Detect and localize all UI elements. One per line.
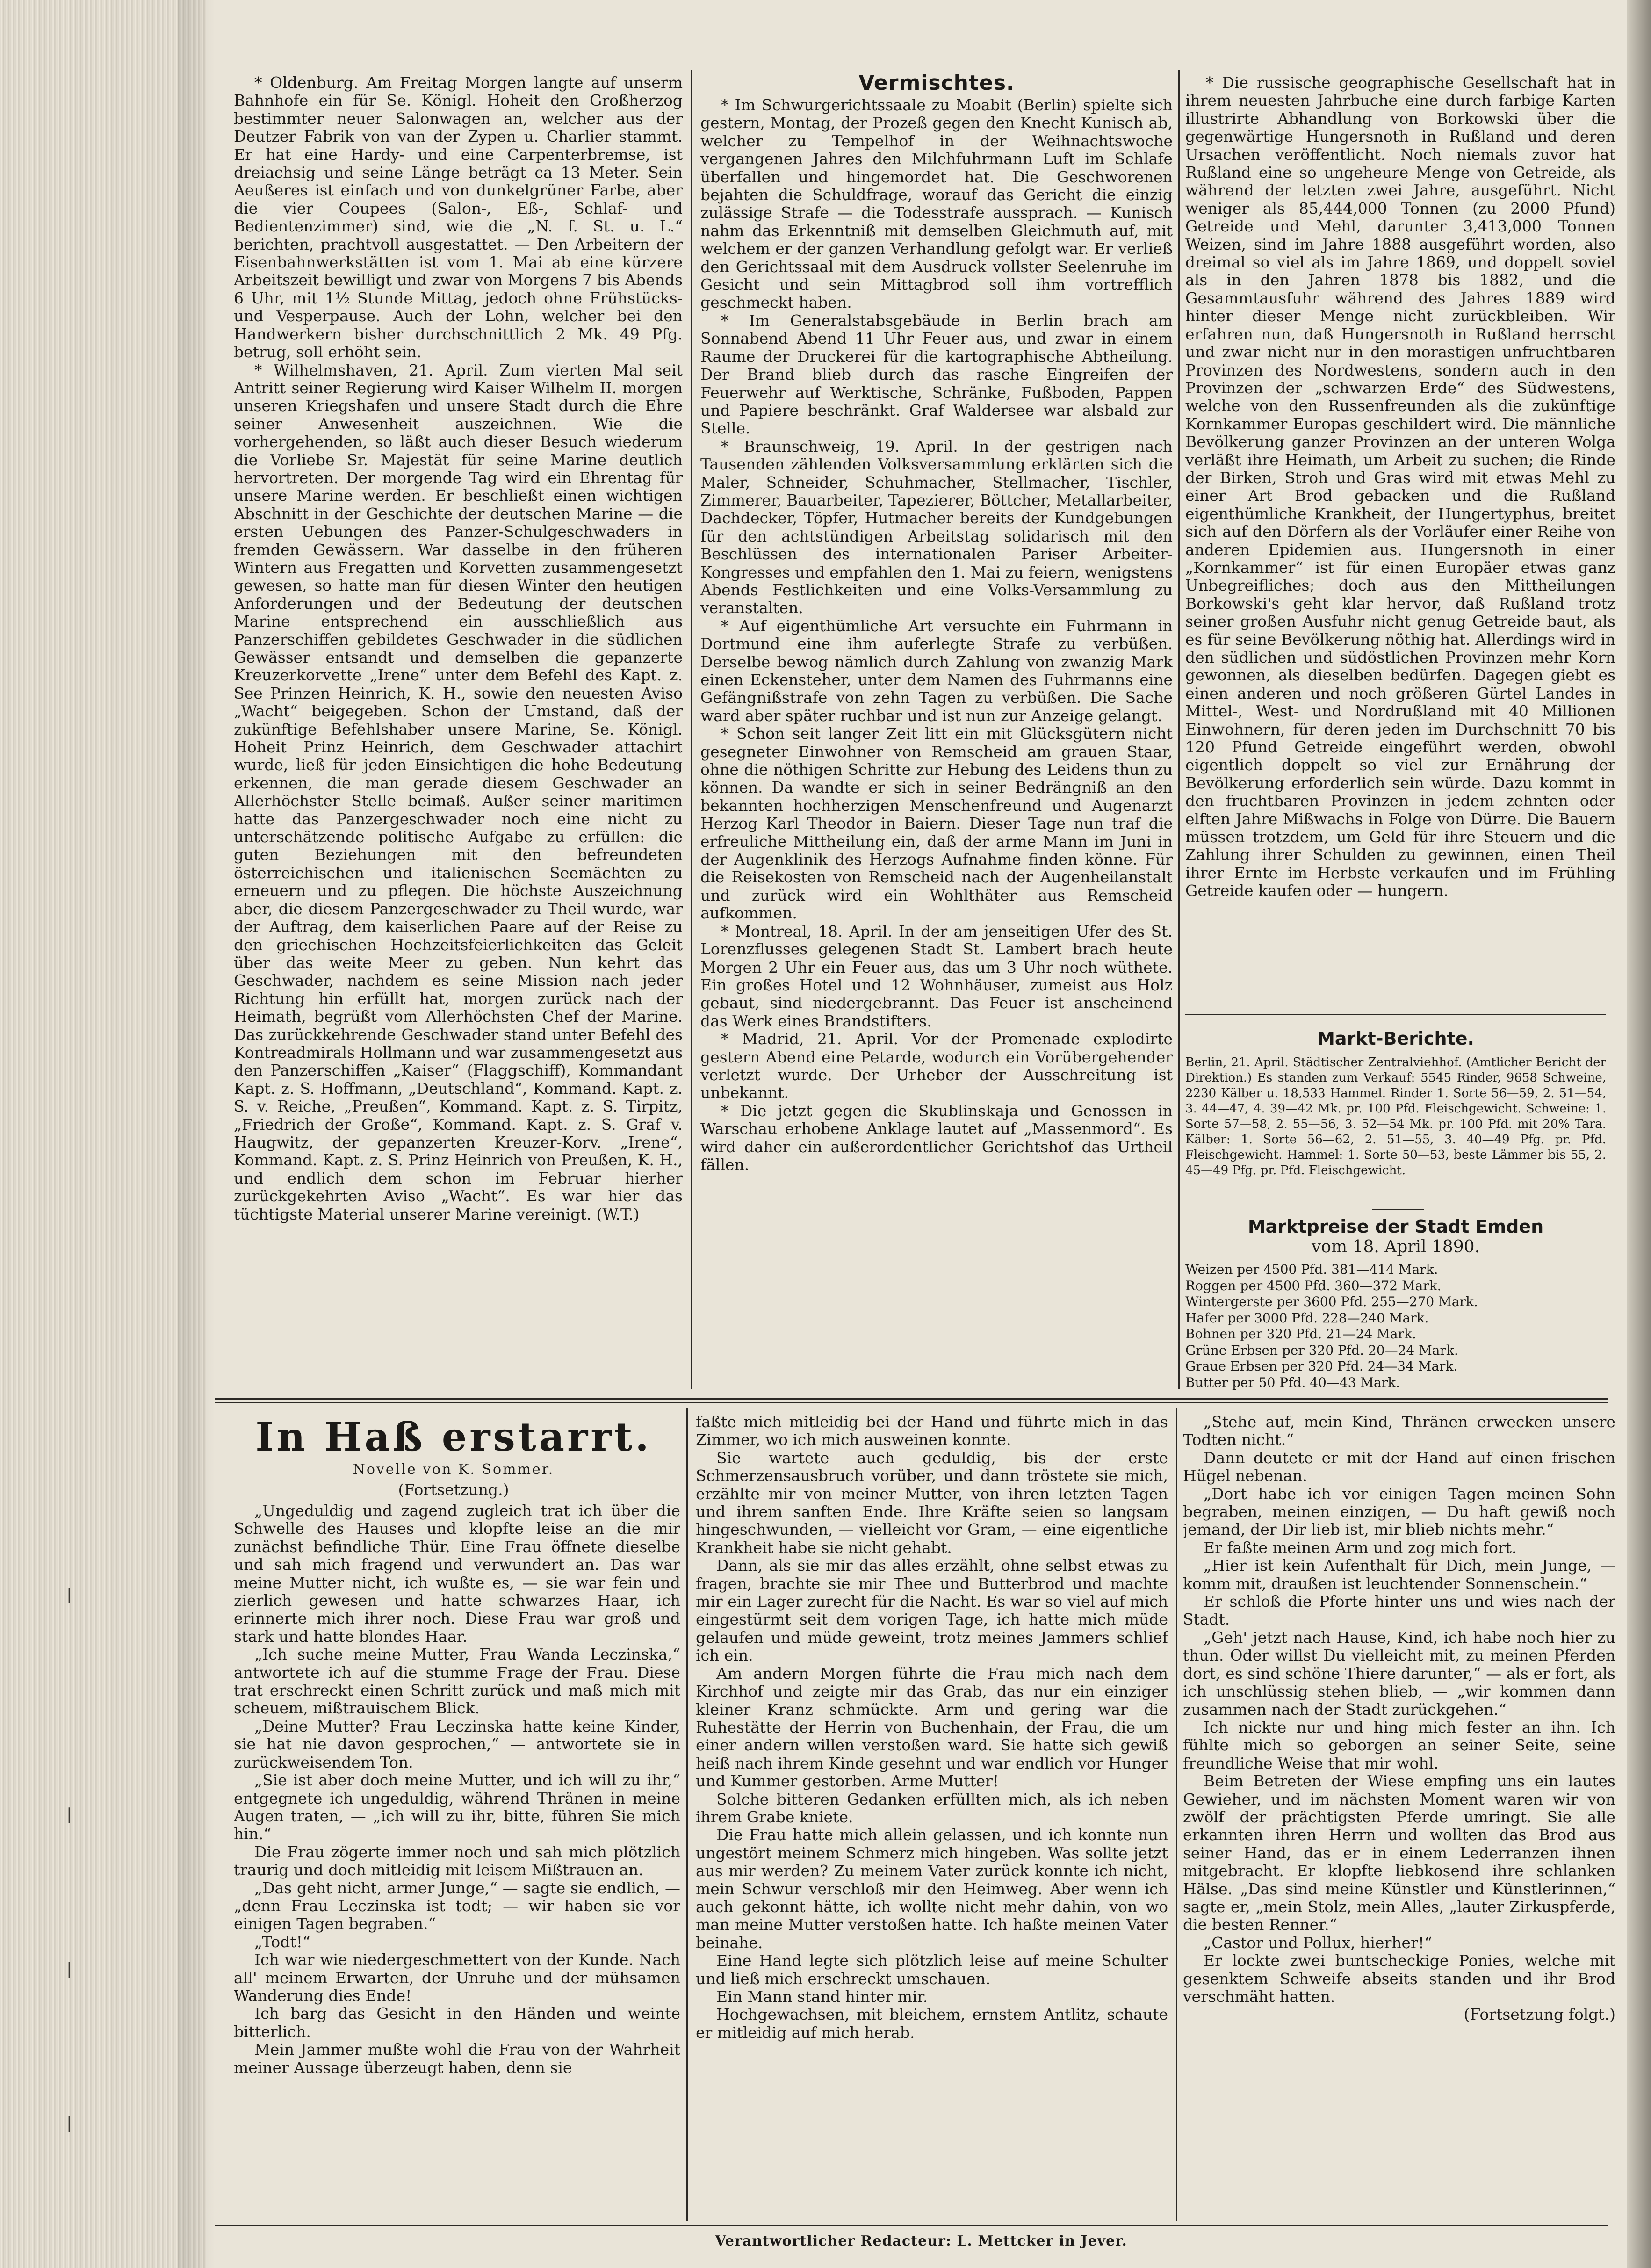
novel-paragraph: Hochgewachsen, mit bleichem, ernstem Antlitz, schaute er mitleidig auf mich herab. [696,2005,1168,2042]
price-item: Wintergerste per 3600 Pfd. 255—270 Mark. [1185,1294,1478,1309]
novel-paragraph: Solche bitteren Gedanken erfüllten mich, als ich neben ihrem Grabe kniete. [696,1790,1168,1826]
news-generalstab: * Im Generalstabsgebäude in Berlin brach am Sonnabend Abend 11 Uhr Feuer aus, und zwar in einem Raume der Druckerei für die kartographische Abtheilung. Der Brand blieb durch das rasche Eingreifen der Feuerwehr auf Werktische, Schränke, Fußboden, Pappen und Papiere beschränkt. Graf Waldersee war alsbald zur Stelle. [700,311,1173,438]
news-moabit: * Im Schwurgerichtssaale zu Moabit (Berlin) spielte sich gestern, Montag, der Prozeß gegen den Knecht Kunisch ab, welcher zu Tempelhof in der Weihnachtswoche vergangenen Jahres den Milchfuhrmann Luft im Schlafe überfallen und hingemordet hat. Die Geschworenen bejahten die Schuldfrage, worauf das Gericht die einzig zulässige Strafe — die Todesstrafe aussprach. — Kunisch nahm das Erkenntniß mit demselben Gleichmuth auf, mit welchem er der ganzen Verhandlung gefolgt war. Er verließ den Gerichtssaal mit dem Ausdruck vollster Seelenruhe im Gesicht und sein Mittagbrod soll ihm vortrefflich geschmeckt haben. [700,96,1173,312]
market-report-berlin: Berlin, 21. April. Städtischer Zentralviehhof. (Amtlicher Bericht der Direktion.) Es standen zum Verkauf: 5545 Rinder, 9658 Schweine, 2230 Kälber u. 18,533 Hammel. Rinder 1. Sorte 56—59, 2. 51—54, 3. 44—47, 4. 39—42 Mk. pr. 100 Pfd. Fleischgewicht. Schweine: 1. Sorte 57—58, 2. 55—56, 3. 52—54 Mk. pr. 100 Pfd. mit 20% Tara. Kälber: 1. Sorte 56—62, 2. 51—55, 3. 40—49 Pfg. pr. Pfd. Fleischgewicht. Hammel: 1. Sorte 50—53, beste Lämmer bis 55, 2. 45—49 Pfg. pr. Pfd. Fleischgewicht. [1185,1055,1606,1177]
price-item: Roggen per 4500 Pfd. 360—372 Mark. [1185,1278,1442,1293]
page-right-edge [1627,0,1651,2268]
news-dortmund: * Auf eigenthümliche Art versuchte ein Fuhrmann in Dortmund eine ihm auferlegte Strafe zu verbüßen. Derselbe bewog nämlich durch Zahlung von zwanzig Mark einen Eckensteher, unter dem Namen des Fuhrmanns eine Gefängnißstrafe von zehn Tagen zu verbüßen. Die Sache ward aber später ruchbar und ist nun zur Anzeige gelangt. [700,616,1173,725]
emden-prices-date: vom 18. April 1890. [1311,1237,1480,1257]
news-remscheid: * Schon seit langer Zeit litt ein mit Glücksgütern nicht gesegneter Einwohner von Remscheid am grauen Staar, ohne die nöthigen Schritte zur Hebung des Leidens thun zu können. Da wandte er sich in seiner Bedrängniß an den bekannten hochherzigen Menschenfreund und Augenarzt Herzog Karl Theodor in Baiern. Dieser Tage nun traf die erfreuliche Mittheilung ein, daß der arme Mann im Juni in der Augenklinik des Herzogs Aufnahme finden könne. Für die Reisekosten von Remscheid nach der Augenheilanstalt und zurück wird ein Wohlthäter aus Remscheid aufkommen. [700,724,1173,923]
price-item: Hafer per 3000 Pfd. 228—240 Mark. [1185,1310,1429,1326]
novel-paragraph: Die Frau zögerte immer noch und sah mich plötzlich traurig und doch mitleidig mit leisem Mißtrauen an. [234,1842,680,1879]
novel-paragraph: „Stehe auf, mein Kind, Thränen erwecken unsere Todten nicht.“ [1183,1413,1615,1449]
novel-title: In Haß erstarrt. [255,1414,652,1460]
novel-paragraph: Ich barg das Gesicht in den Händen und weinte bitterlich. [234,2004,680,2041]
novel-paragraph: Die Frau hatte mich allein gelassen, und ich konnte nun ungestört meinem Schmerz mich hingeben. Was sollte jetzt aus mir werden? Zu meinem Vater zurück konnte ich nicht, mein Schwur verschloß mir den Heimweg. Aber wenn ich auch gekonnt hätte, ich wollte nicht mehr dahin, von wo man meine Mutter verstoßen hatte. Ich haßte meinen Vater beinahe. [696,1826,1168,1952]
price-item: Bohnen per 320 Pfd. 21—24 Mark. [1185,1326,1416,1342]
price-item: Graue Erbsen per 320 Pfd. 24—34 Mark. [1185,1358,1458,1374]
column-3-russia [1185,74,1615,1004]
novel-paragraph: „Ich suche meine Mutter, Frau Wanda Leczinska,“ antwortete ich auf die stumme Frage der Frau. Diese trat erschreckt einen Schritt zurück und maß mich mit scheuem, mißtrauischem Blick. [234,1645,680,1718]
novel-paragraph: „Deine Mutter? Frau Leczinska hatte keine Kinder, sie hat nie davon gesprochen,“ — antwortete sie in zurückweisendem Ton. [234,1717,680,1771]
novel-paragraph: „Geh' jetzt nach Hause, Kind, ich habe noch hier zu thun. Oder willst Du vielleicht mit, zu meinen Pferden dort, es sind schöne Thiere darunter,“ — als er fort, als ich unschlüssig stehen blieb, — „wir kommen dann zusammen nach der Stadt zurückgehen.“ [1183,1628,1615,1719]
novel-paragraph: Er faßte meinen Arm und zog mich fort. [1204,1538,1517,1557]
column-1-news [234,74,683,1390]
binding-shadow [178,0,215,2268]
price-item: Weizen per 4500 Pfd. 381—414 Mark. [1185,1262,1438,1277]
novel-paragraph: Sie wartete auch geduldig, bis der erste Schmerzensausbruch vorüber, und dann tröstete sie mich, erzählte mir von meiner Mutter, von ihren letzten Tagen und ihrem sanften Ende. Ihre Kräfte seien so langsam hingeschwunden, — vielleicht vor Gram, — eine eigentliche Krankheit habe sie nicht gehabt. [696,1448,1168,1557]
section-rule [1185,1014,1606,1015]
novel-column-1 [234,1502,680,2222]
news-wilhelmshaven: * Wilhelmshaven, 21. April. Zum vierten Mal seit Antritt seiner Regierung wird Kaiser Wilhelm II. morgen unseren Kriegshafen und unsere Stadt durch die Ehre seiner Anwesenheit auszeichnen. Wie die vorhergehenden, so läßt auch dieser Besuch wiederum die Vorliebe Sr. Majestät für seine Marine deutlich hervortreten. Der morgende Tag wird ein Ehrentag für unsere Marine werden. Er beschließt einen wichtigen Abschnitt in der Geschichte der deutschen Marine — die ersten Uebungen des Panzer-Schulgeschwaders in fremden Gewässern. War dasselbe in den früheren Wintern aus Fregatten und Korvetten zusammengesetzt gewesen, so hatte man für diesen Winter den heutigen Anforderungen und der Bedeutung der deutschen Marine entsprechend ein ausschließlich aus Panzerschiffen gebildetes Geschwader in die südlichen Gewässer entsandt und demselben die gepanzerte Kreuzerkorvette „Irene“ unter dem Befehl des Kapt. z. See Prinzen Heinrich, K. H., sowie den neuesten Aviso „Wacht“ beigegeben. Schon der Umstand, daß der zukünftige Befehlshaber unsere Marine, Se. Königl. Hoheit Prinz Heinrich, dem Geschwader attachirt wurde, ließ für jeden Einsichtigen die hohe Bedeutung erkennen, die man gerade diesem Geschwader an Allerhöchster Stelle beimaß. Außer seiner maritimen hatte das Panzergeschwader noch eine nicht zu unterschätzende politische Aufgabe zu erfüllen: die guten Beziehungen mit den befreundeten österreichischen und italienischen Seemächten zu erneuern und zu pflegen. Die höchste Auszeichnung aber, die diesem Panzergeschwader zu Theil wurde, war der Auftrag, dem kaiserlichen Paare auf der Reise zu den griechischen Hochzeitsfeierlichkeiten das Geleit über das weite Meer zu geben. Nun kehrt das Geschwader, nachdem es seine Mission nach jeder Richtung hin erfüllt hat, morgen zurück nach der Heimath, begrüßt vom Allerhöchsten Chef der Marine. Das zurückkehrende Geschwader stand unter Befehl des Kontreadmirals Hollmann und war zusammengesetzt aus den Panzerschiffen „Kaiser“ (Flaggschiff), Kommandant Kapt. z. S. Hoffmann, „Deutschland“, Kommand. Kapt. z. S. v. Reiche, „Preußen“, Kommand. Kapt. z. S. Tirpitz, „Friedrich der Große“, Kommand. Kapt. z. S. Graf v. Haugwitz, der gepanzerten Kreuzer-Korv. „Irene“, Kommand. Kapt. z. S. Prinz Heinrich von Preußen, K. H., und endlich dem schon im Februar hierher zurückgekehrten Aviso „Wacht“. Es war hier das tüchtigste Material unserer Marine vereinigt. (W.T.) [234,361,683,1223]
novel-paragraph: Eine Hand legte sich plötzlich leise auf meine Schulter und ließ mich erschreckt umschauen. [696,1951,1168,1988]
novel-paragraph: Er lockte zwei buntscheckige Ponies, welche mit gesenktem Schweife abseits standen und ihr Brod verschmäht hatten. [1183,1951,1615,2006]
novel-paragraph: Ich nickte nur und hing mich fester an ihn. Ich fühlte mich so geborgen an seiner Seite, seine freundliche Weise that mir wohl. [1183,1718,1615,1772]
novel-paragraph: Mein Jammer mußte wohl die Frau von der Wahrheit meiner Aussage überzeugt haben, denn sie [234,2040,680,2077]
price-item: Grüne Erbsen per 320 Pfd. 20—24 Mark. [1185,1342,1458,1358]
novel-paragraph: Er schloß die Pforte hinter uns und wies nach der Stadt. [1183,1592,1615,1629]
novel-paragraph: „Todt!“ [254,1932,310,1951]
news-oldenburg: * Oldenburg. Am Freitag Morgen langte auf unserm Bahnhofe ein für Se. Königl. Hoheit den Großherzog bestimmter neuer Salonwagen an, welcher aus der Deutzer Fabrik von van der Zypen u. Charlier stammt. Er hat eine Hardy- und eine Carpenterbremse, ist dreiachsig und seine Länge beträgt ca 13 Meter. Sein Aeußeres ist einfach und von dunkelgrüner Farbe, aber die vier Coupees (Salon-, Eß-, Schlaf- und Bedientenzimmer) sind, wie die „N. f. St. u. L.“ berichten, prachtvoll ausgestattet. — Den Arbeitern der Eisenbahnwerkstätten ist vom 1. Mai ab eine kürzere Arbeitszeit bewilligt und zwar von Morgens 7 bis Abends 6 Uhr, mit 1½ Stunde Mittag, jedoch ohne Frühstücks- und Vesperpause. Auch der Lohn, welcher bei den Handwerkern bisher durchschnittlich 2 Mk. 49 Pfg. betrug, soll erhöht sein. [234,74,683,361]
margin-mark: | [66,1959,72,1978]
news-braunschweig: * Braunschweig, 19. April. In der gestrigen nach Tausenden zählenden Volksversammlung erklärten sich die Maler, Schneider, Schuhmacher, Stellmacher, Tischler, Zimmerer, Bauarbeiter, Tapezierer, Böttcher, Metallarbeiter, Dachdecker, Töpfer, Hutmacher bereits der Kundgebungen für den achtstündigen Arbeitstag solidarisch mit den Beschlüssen des internationalen Pariser Arbeiter-Kongresses und empfahlen den 1. Mai zu feiern, wenigstens Abends Festlichkeiten und eine Volks-Versammlung zu veranstalten. [700,437,1173,617]
novel-paragraph: Am andern Morgen führte die Frau mich nach dem Kirchhof und zeigte mir das Grab, das nur ein einziger kleiner Kranz schmückte. Arm und gering war die Ruhestätte der Herrin von Buchenhain, der Frau, die um einer andern willen verstoßen ward. Sie hatte sich gewiß heiß nach ihrem Kinde gesehnt und war endlich vor Hunger und Kummer gestorben. Arme Mutter! [696,1664,1168,1791]
novel-paragraph: „Ungeduldig und zagend zugleich trat ich über die Schwelle des Hauses und klopfte leise an die mir zunächst befindliche Thür. Eine Frau öffnete dieselbe und sah mich fragend und verwundert an. Das war meine Mutter nicht, ich wußte es, — sie war fein und zierlich gewesen und hatte schwarzes Haar, ich erinnerte mich ihrer noch. Diese Frau war groß und stark und hatte blondes Haar. [234,1502,680,1646]
novel-author: Novelle von K. Sommer. [353,1461,555,1478]
book-binding [0,0,206,2268]
column-rule [1176,1408,1177,2221]
margin-mark: | [66,2114,72,2132]
price-item: Butter per 50 Pfd. 40—43 Mark. [1185,1374,1400,1390]
novel-paragraph: Dann deutete er mit der Hand auf einen frischen Hügel nebenan. [1183,1448,1615,1485]
novel-continuation-label: (Fortsetzung.) [398,1481,509,1499]
margin-mark: | [66,1805,72,1824]
novel-paragraph: Dann, als sie mir das alles erzählt, ohne selbst etwas zu fragen, brachte sie mir Thee und Butterbrod und machte mir ein Lager zurecht für die Nacht. Es war so viel auf mich eingestürmt seit dem vorigen Tage, ich hatte mich müde gelaufen und müde geweint, trotz meines Jammers schlief ich ein. [696,1556,1168,1665]
responsible-editor: Verantwortlicher Redacteur: L. Mettcker in Jever. [715,2233,1127,2249]
margin-mark: | [66,1585,72,1604]
market-reports-heading: Markt-Berichte. [1317,1028,1474,1049]
novel-column-2 [696,1413,1168,2222]
news-madrid: * Madrid, 21. April. Vor der Promenade explodirte gestern Abend eine Petarde, wodurch ein Vorübergehender verletzt wurde. Der Urheber der Ausschreitung ist unbekannt. [700,1030,1173,1102]
footer-rule [215,2225,1608,2226]
news-warschau: * Die jetzt gegen die Skublinskaja und Genossen in Warschau erhobene Anklage lautet auf „Massenmord“. Es wird daher ein außerordentlicher Gerichtshof das Urtheil fällen. [700,1101,1173,1174]
novel-column-3 [1183,1413,1615,2222]
news-montreal: * Montreal, 18. April. In der am jenseitigen Ufer des St. Lorenzflusses gelegenen Stadt St. Lambert brach heute Morgen 2 Uhr ein Feuer aus, das um 3 Uhr noch wüthete. Ein großes Hotel und 12 Wohnhäuser, zumeist aus Holz gebaut, sind niedergebrannt. Das Feuer ist anscheinend das Werk eines Brandstifters. [700,922,1173,1030]
novel-paragraph: „Hier ist kein Aufenthalt für Dich, mein Junge, — komm mit, draußen ist leuchtender Sonnenschein.“ [1183,1556,1615,1593]
column-rule [691,70,692,1389]
news-russia-hunger: * Die russische geographische Gesellschaft hat in ihrem neuesten Jahrbuche eine durch farbige Karten illustrirte Abhandlung von Borkowski über die gegenwärtige Hungersnoth in Rußland und deren Ursachen veröffentlicht. Noch niemals zuvor hat Rußland eine so ungeheure Menge von Getreide, als während der letzten zwei Jahre, ausgeführt. Nicht weniger als 85,444,000 Tonnen (zu 2000 Pfund) Getreide und Mehl, darunter 3,413,000 Tonnen Weizen, sind im Jahre 1888 ausgeführt worden, also dreimal so viel als im Jahre 1869, und doppelt soviel als in den Jahren 1878 bis 1882, und die Gesammtausfuhr während des Jahres 1889 wird hinter dieser Menge nicht zurückbleiben. Wir erfahren nun, daß Hungersnoth in Rußland herrscht und zwar nicht nur in den morastigen unfruchtbaren Provinzen des Nordwestens, sondern auch in den Provinzen der „schwarzen Erde“ des Südwestens, welche von den Russenfreunden als die zukünftige Kornkammer Europas geschildert wird. Die männliche Bevölkerung ganzer Provinzen an der unteren Wolga verläßt ihre Heimath, um Arbeit zu suchen; die Rinde der Birken, Stroh und Gras wird mit etwas Mehl zu einer Art Brod gebacken und die Rußland eigenthümliche Krankheit, der Hungertyphus, breitet sich auf den Dörfern als der Vorläufer einer Reihe von anderen Epidemien aus. Hungersnoth in einer „Kornkammer“ ist für einen Europäer etwas ganz Unbegreifliches; doch aus den Mittheilungen Borkowski's geht klar hervor, daß Rußland trotz seiner großen Ausfuhr nicht genug Getreide baut, als es für seine Bevölkerung nöthig hat. Allerdings wird in den südlichen und südöstlichen Provinzen mehr Korn gewonnen, als dieselben bedürfen. Dagegen giebt es einen anderen und noch größeren Gürtel Landes in Mittel-, West- und Nordrußland mit 40 Millionen Einwohnern, für deren jeden im Durchschnitt 70 bis 120 Pfund Getreide eingeführt werden, obwohl eigentlich doppelt so viel zur Ernährung der Bevölkerung erforderlich sein würde. Dazu kommt in den fruchtbaren Provinzen in jedem zehnten oder elften Jahre Mißwachs in Folge von Dürre. Die Bauern müssen trotzdem, um Geld für ihre Steuern und die Zahlung ihrer Schulden zu gewinnen, einen Theil ihrer Ernte im Herbste verkaufen und im Frühling Getreide kaufen oder — hungern. [1185,74,1615,900]
novel-paragraph: „Castor und Pollux, hierher!“ [1204,1933,1432,1952]
novel-to-be-continued: (Fortsetzung folgt.) [1464,2005,1615,2024]
emden-prices-heading: Marktpreise der Stadt Emden [1247,1216,1544,1237]
vermischtes-heading: Vermischtes. [858,71,1015,95]
novel-paragraph: Ich war wie niedergeschmettert von der Kunde. Nach all' meinem Erwarten, der Unruhe und der mühsamen Wanderung dies Ende! [234,1950,680,2005]
novel-paragraph: Ein Mann stand hinter mir. [716,1987,928,2006]
column-rule [1178,70,1180,1389]
novel-paragraph: „Das geht nicht, armer Junge,“ — sagte sie endlich, — „denn Frau Leczinska ist todt; — wir haben sie vor einigen Tagen begraben.“ [234,1878,680,1933]
short-rule [1372,1209,1424,1210]
emden-price-list [1185,1262,1606,1391]
feuilleton-divider [215,1398,1608,1403]
column-2-vermischtes [700,70,1173,1391]
novel-paragraph: „Sie ist aber doch meine Mutter, und ich will zu ihr,“ entgegnete ich ungeduldig, während Thränen in meine Augen traten, — „ich will zu ihr, bitte, führen Sie mich hin.“ [234,1771,680,1843]
novel-paragraph: faßte mich mitleidig bei der Hand und führte mich in das Zimmer, wo ich mich ausweinen konnte. [696,1413,1168,1449]
novel-paragraph: „Dort habe ich vor einigen Tagen meinen Sohn begraben, meinen einzigen, — Du haft gewiß noch jemand, der Dir lieb ist, mir blieb nichts mehr.“ [1183,1484,1615,1539]
novel-paragraph: Beim Betreten der Wiese empfing uns ein lautes Gewieher, und im nächsten Moment waren wir von zwölf der prächtigsten Pferde umringt. Sie alle erkannten ihren Herrn und wollten das Brod aus seiner Hand, das er in einem Lederranzen ihnen mitgebracht. Er klopfte liebkosend ihre schlanken Hälse. „Das sind meine Künstler und Künstlerinnen,“ sagte er, „mein Stolz, mein Alles, „lauter Zirkuspferde, die besten Renner.“ [1183,1772,1615,1934]
column-rule [686,1408,688,2221]
